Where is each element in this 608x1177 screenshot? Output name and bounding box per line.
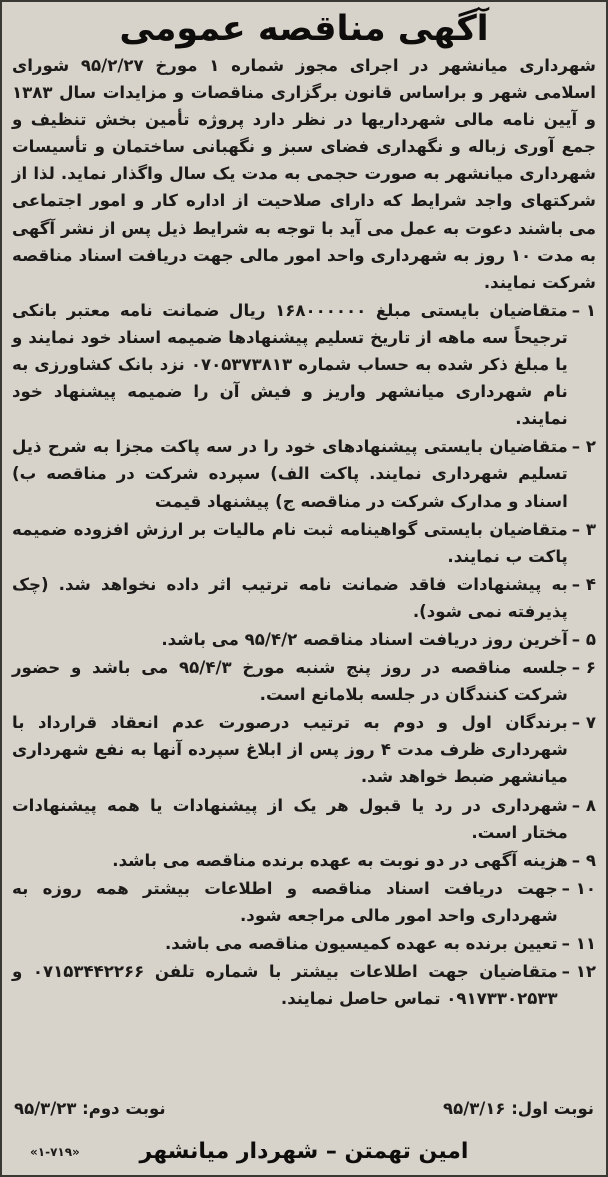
condition-item <box>12 958 596 1012</box>
condition-item <box>12 875 596 929</box>
condition-item <box>12 709 596 790</box>
publication-dates <box>14 1098 594 1140</box>
condition-text: متقاضیان جهت اطلاعات بیشتر با شماره تلفن ۰۷۱۵۳۴۴۲۲۶۶ و ۰۹۱۷۳۳۰۲۵۳۳ تماس حاصل نمایند. <box>12 962 558 1009</box>
condition-item <box>12 792 596 846</box>
condition-text: برندگان اول و دوم به ترتیب درصورت عدم انعقاد قرارداد با شهرداری ظرف مدت ۴ روز پس از ابلاغ سپرده آنها به نفع شهرداری میانشهر ضبط خواهد شد. <box>12 713 568 787</box>
condition-number: ۱۰ – <box>561 878 596 898</box>
condition-item <box>12 626 596 653</box>
notice-title: آگهی مناقصه عمومی <box>119 9 489 49</box>
notice-intro: شهرداری میانشهر در اجرای مجوز شماره ۱ مورخ ۹۵/۲/۲۷ شورای اسلامی شهر و براساس قانون برگزاری مناقصات و مزایدات سال ۱۳۸۳ و آیین نامه مالی شهرداریها در نظر دارد پروژه تأمین بخش تنظیف و جمع آوری زباله و نگهداری فضای سبز و نگهبانی ساختمان و تأسیسات شهرداری میانشهر به صورت حجمی به مدت یک سال واگذار نماید. لذا از شرکتهای واجد شرایط که دارای صلاحیت از اداره کار و امور اجتماعی می باشند دعوت به عمل می آید با توجه به شرایط ذیل پس از نشر آگهی به مدت ۱۰ روز به شهرداری واحد امور مالی جهت دریافت اسناد مناقصه شرکت نمایند. <box>12 56 596 292</box>
first-publication-date: نوبت اول: ۹۵/۳/۱۶ <box>443 1099 594 1118</box>
condition-item <box>12 654 596 708</box>
condition-number: ۹ – <box>571 850 596 870</box>
condition-item <box>12 571 596 625</box>
condition-number: ۱ – <box>571 300 596 320</box>
notice-code: «۱-۷۱۹» <box>30 1145 80 1159</box>
condition-number: ۳ – <box>571 519 596 539</box>
condition-number: ۱۲ – <box>561 962 596 982</box>
notice-body <box>12 52 596 1013</box>
condition-number: ۶ – <box>571 658 596 678</box>
condition-number: ۴ – <box>571 574 596 594</box>
condition-item <box>12 930 596 957</box>
condition-text: شهرداری در رد یا قبول هر یک از پیشنهادات یا همه پیشنهادات مختار است. <box>12 795 568 842</box>
condition-item <box>12 297 596 432</box>
condition-text: هزینه آگهی در دو نوبت به عهده برنده مناقصه می باشد. <box>112 850 568 870</box>
condition-number: ۲ – <box>571 437 596 457</box>
second-publication-date: نوبت دوم: ۹۵/۳/۲۳ <box>14 1099 166 1118</box>
condition-text: آخرین روز دریافت اسناد مناقصه ۹۵/۴/۲ می باشد. <box>161 629 568 649</box>
condition-text: جهت دریافت اسناد مناقصه و اطلاعات بیشتر همه روزه به شهرداری واحد امور مالی مراجعه شود. <box>12 878 558 925</box>
condition-number: ۷ – <box>571 713 596 733</box>
condition-text: جلسه مناقصه در روز پنج شنبه مورخ ۹۵/۴/۳ می باشد و حضور شرکت کنندگان در جلسه بلامانع است. <box>12 658 568 705</box>
condition-text: متقاضیان بایستی مبلغ ۱۶۸۰۰۰۰۰۰ ریال ضمانت نامه معتبر بانکی ترجیحاً سه ماهه از تاریخ تسلیم پیشنهادها ضمیمه اسناد خود نمایند و یا مبلغ ذکر شده به حساب شماره ۰۷۰۵۳۷۳۸۱۳ نزد بانک کشاورزی به نام شهرداری میانشهر واریز و فیش آن را ضمیمه پیشنهاد خود نمایند. <box>12 300 568 429</box>
condition-number: ۸ – <box>571 795 596 815</box>
condition-item <box>12 847 596 874</box>
condition-number: ۵ – <box>571 629 596 649</box>
condition-text: متقاضیان بایستی پیشنهادهای خود را در سه پاکت مجزا به شرح ذیل تسلیم شهرداری نمایند. پاکت الف) سپرده شرکت در مناقصه ب) اسناد و مدارک شرکت در مناقصه ج) پیشنهاد قیمت <box>12 437 568 511</box>
condition-text: متقاضیان بایستی گواهینامه ثبت نام مالیات بر ارزش افزوده ضمیمه پاکت ب نمایند. <box>12 519 568 566</box>
mayor-signature: امین تهمتن – شهردار میانشهر <box>139 1139 469 1164</box>
condition-item <box>12 433 596 514</box>
condition-number: ۱۱ – <box>561 934 596 953</box>
condition-text: تعیین برنده به عهده کمیسیون مناقصه می باشد. <box>164 934 558 953</box>
condition-item <box>12 516 596 570</box>
condition-text: به پیشنهادات فاقد ضمانت نامه ترتیب اثر داده نخواهد شد. (چک پذیرفته نمی شود). <box>12 574 568 621</box>
